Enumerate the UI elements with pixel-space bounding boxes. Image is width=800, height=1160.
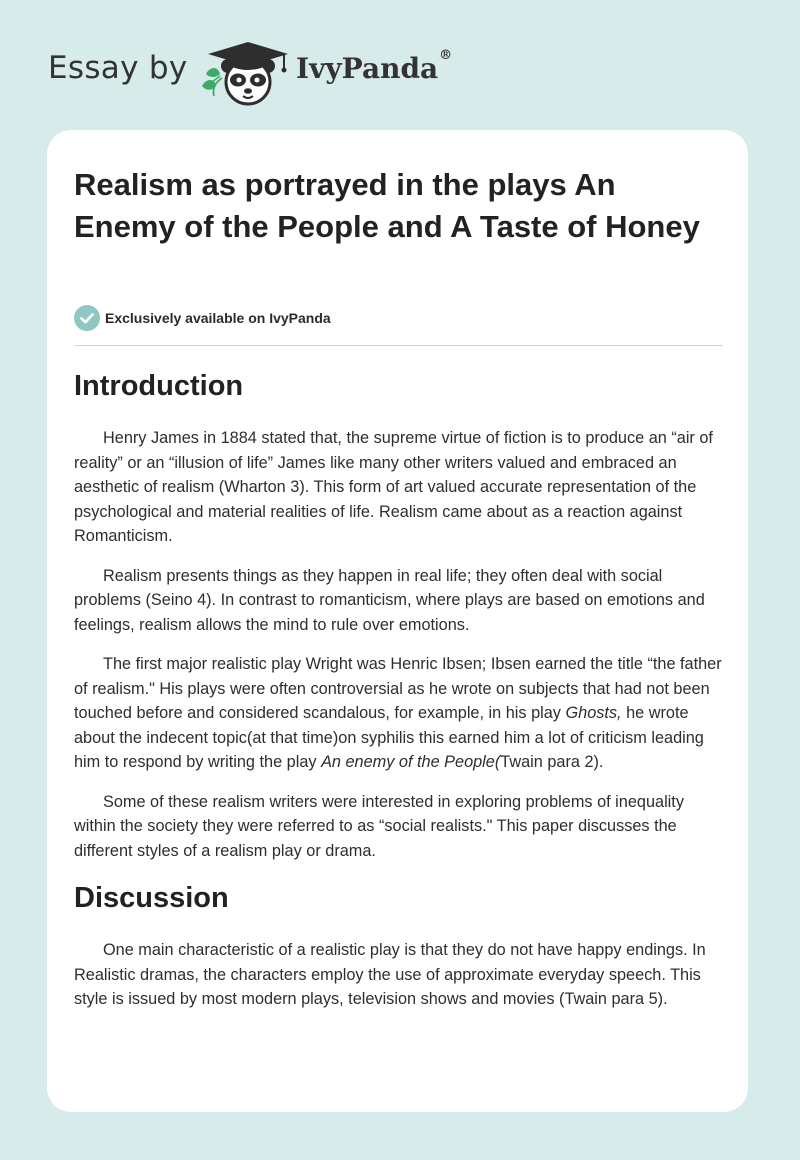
title-divider — [74, 345, 723, 346]
registered-mark: ® — [439, 48, 453, 63]
exclusive-badge — [74, 305, 331, 331]
paragraph-text: he wrote about the indecent topic(at that time)on syphilis this earned him a lot of criticism leading him to respond by writing the play — [74, 704, 704, 771]
essay-by-label: Essay by — [48, 50, 188, 86]
exclusive-badge-label: Exclusively available on IvyPanda — [105, 310, 331, 326]
paragraph: Some of these realism writers were interested in exploring problems of inequality within the society they were referred to as “social realists." This paper discusses the different styles of a realism play or drama. — [74, 792, 684, 860]
essay-title: Realism as portrayed in the plays An Enemy of the People and A Taste of Honey — [74, 167, 700, 244]
essay-card — [47, 130, 748, 1112]
check-circle-icon — [74, 305, 100, 331]
paragraph: One main characteristic of a realistic play is that they do not have happy endings. In Realistic dramas, the characters employ the use of approximate everyday speech. This style is issued by most modern plays, television shows and movies (Twain para 5). — [74, 941, 706, 1008]
paragraph-text: The first major realistic play Wright was Henric Ibsen; Ibsen earned the title “the father of realism." His plays were often controversial as he wrote on subjects that had not been touched before and considered scandalous, for example, in his play — [74, 655, 722, 722]
section-heading-introduction: Introduction — [74, 370, 244, 402]
panda-graduate-logo-icon[interactable] — [198, 36, 292, 108]
paragraph — [74, 652, 724, 775]
brand-name[interactable]: IvyPanda® — [296, 48, 453, 85]
essay-body — [74, 366, 724, 1027]
play-title-enemy-of-the-people: An enemy of the People( — [321, 753, 501, 771]
section-heading-discussion: Discussion — [74, 882, 229, 914]
paragraph: Henry James in 1884 stated that, the supreme virtue of fiction is to produce an “air of reality” or an “illusion of life” James like many other writers valued and embraced an aesthetic of realism (Wharton 3). This form of art valued accurate representation of the psychological and material realities of life. Realism came about as a reaction against Romanticism. — [74, 429, 713, 545]
site-header — [0, 0, 800, 120]
play-title-ghosts: Ghosts, — [565, 704, 622, 722]
paragraph-text: Twain para 2). — [500, 753, 604, 771]
paragraph: Realism presents things as they happen in real life; they often deal with social problems (Seino 4). In contrast to romanticism, where plays are based on emotions and feelings, realism allows the mind to rule over emotions. — [74, 566, 705, 634]
